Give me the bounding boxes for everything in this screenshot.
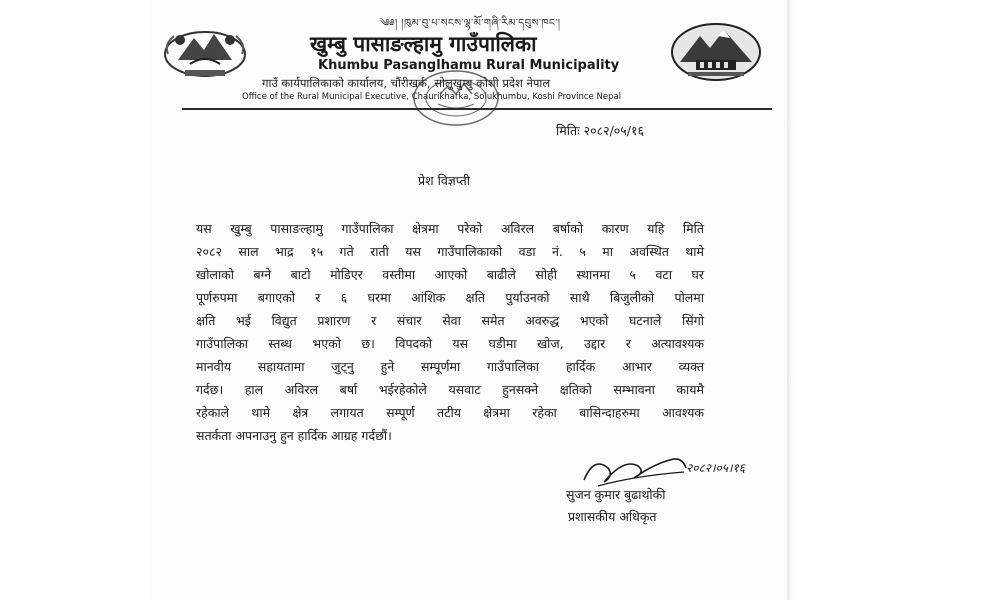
office-address-english: Office of the Rural Municipal Executive, Chaurikharka, Solukhumbu, Koshi Province Nepal	[242, 92, 622, 102]
office-address-nepali: गाउँ कार्यपालिकाको कार्यालय, चौंरीखर्क, सोलुखुम्बु कोशी प्रदेश नेपाल	[262, 76, 551, 90]
municipality-mountain-logo-icon	[668, 22, 764, 82]
body-line: २०८२ साल भाद्र १५ गते राती यस गाउँपालिकाको वडा नं. ५ मा अवस्थित थामे	[196, 244, 704, 259]
body-line: खोलाको बग्ने बाटो मोडिएर वस्तीमा आएको बाढीले सोही स्थानमा ५ वटा घर	[196, 267, 704, 282]
municipality-title-nepali: खुम्बु पासाङल्हामु गाउँपालिका	[310, 32, 537, 56]
tibetan-script-line: ༄༅། །ཁུམ་བུ་པ་སངས་ལྷ་མོ་གཞི་རིམ་དབུས་ཁང་།	[380, 18, 561, 29]
header-divider	[182, 108, 772, 110]
municipality-title-english: Khumbu Pasanglhamu Rural Municipality	[318, 58, 620, 73]
body-line: यस खुम्बु पासाङल्हामु गाउँपालिका क्षेत्रमा परेको अविरल बर्षाको कारण यहि मिति	[196, 221, 704, 236]
body-line: गर्दछ। हाल अविरल बर्षा भईरहेकोले यसवाट हुनसक्ने क्षतिको सम्भावना कायमै	[196, 382, 704, 397]
press-release-heading: प्रेश विज्ञप्ती	[418, 173, 470, 188]
nepal-emblem-icon	[160, 24, 250, 80]
office-stamp	[410, 68, 502, 128]
date-line: मितिः २०८२/०५/१६	[556, 123, 644, 138]
body-line: रहेकाले थामे क्षेत्र लगायत सम्पूर्ण तटीय क्षेत्रमा रहेका बासिन्दाहरुमा आवश्यक	[196, 405, 704, 420]
signatory-name: सुजन कुमार बुढाथोकी	[566, 487, 666, 502]
signatory-title: प्रशासकीय अधिकृत	[568, 509, 657, 524]
body-line: गाउँपालिका स्तब्ध भएको छ। विपदको यस घडीमा खोज, उद्दार र अत्यावश्यक	[196, 336, 704, 351]
body-line: क्षति भई विद्युत प्रशारण र संचार सेवा समेत अवरुद्ध भएको घटनाले सिंगो	[196, 313, 704, 328]
body-line: पूर्णरुपमा बगाएको र ६ घरमा आंशिक क्षति पुर्याउनको साथै बिजुलीको पोलमा	[196, 290, 704, 305]
page-edge	[787, 0, 793, 600]
body-line: मानवीय सहायतामा जुट्नु हुने सम्पूर्णमा गाउँपालिका हार्दिक आभार व्यक्त	[196, 359, 704, 374]
body-line: सतर्कता अपनाउनु हुन हार्दिक आग्रह गर्दछौं।	[196, 428, 392, 443]
signature-date: २०८२।०५।१६	[686, 461, 746, 475]
